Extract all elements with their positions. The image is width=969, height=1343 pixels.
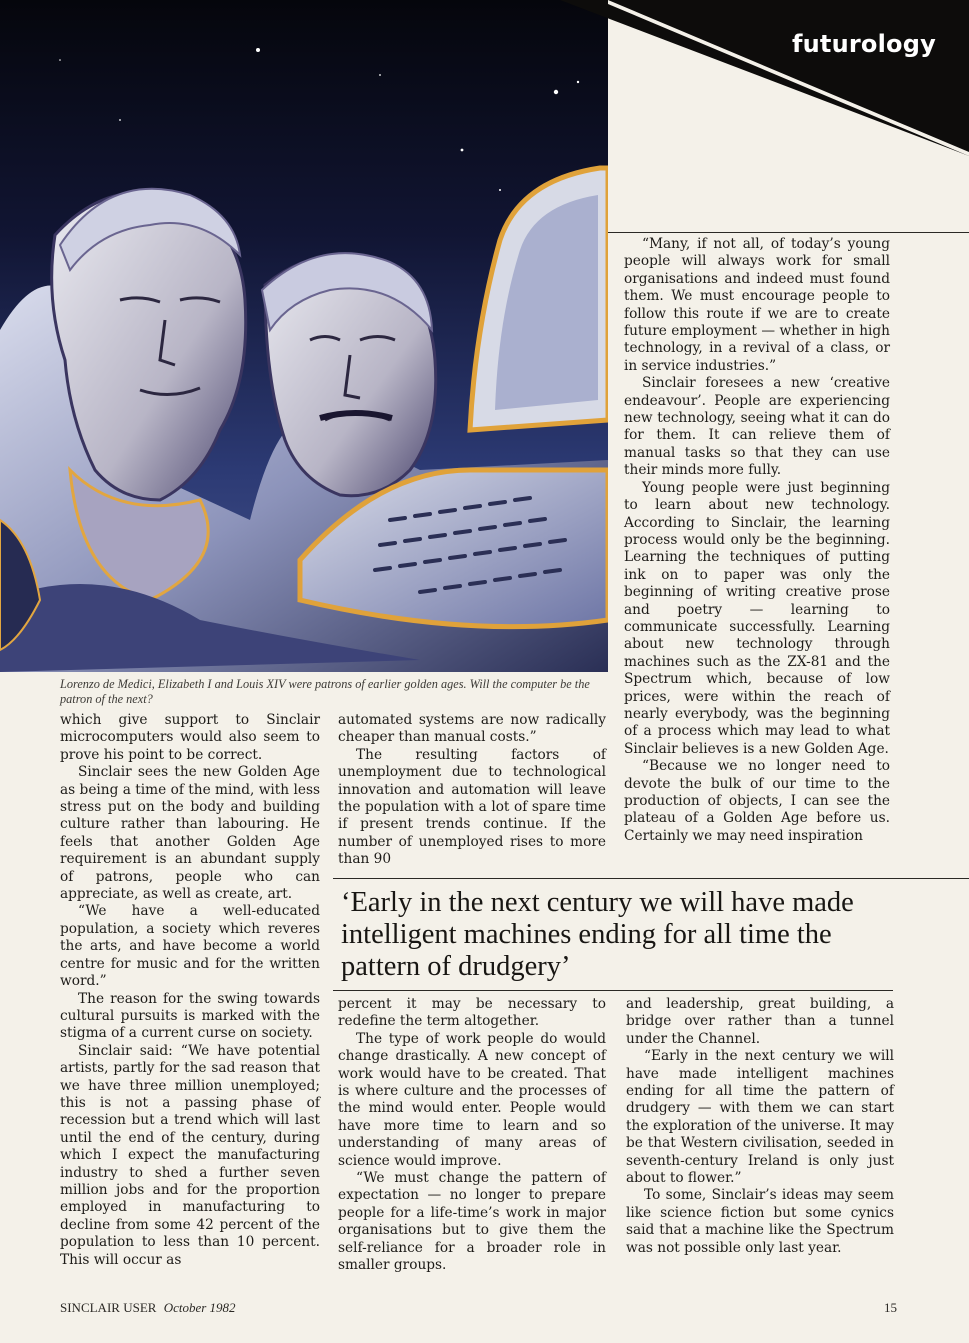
page-number: 15: [884, 1300, 897, 1315]
magazine-name: SINCLAIR USER: [60, 1300, 157, 1315]
paragraph: The reason for the swing towards cultural pursuits is marked with the stigma of a current curse on society.: [60, 990, 320, 1042]
paragraph: automated systems are now radically cheaper than manual costs.”: [338, 712, 606, 746]
paragraph: percent it may be necessary to redefine the term altogether.: [338, 996, 606, 1030]
paragraph: “Because we no longer need to devote the bulk of our time to the production of objects, I can see the plateau of a Golden Age before us. Certainly we may need inspiration: [624, 758, 890, 844]
section-tag: futurology: [792, 30, 936, 58]
paragraph: Sinclair foresees a new ‘creative endeavour’. People are experiencing new technology, seeing what it can do for them. It can relieve them of manual tasks so that they can use their minds more fully.: [624, 375, 890, 479]
column-middle-top: [338, 712, 606, 869]
paragraph: Sinclair sees the new Golden Age as being a time of the mind, with less stress put on the body and building culture rather than labouring. He feels that another Golden Age requirement is an abundant supply of patrons, people who can appreciate, as well as create, art.: [60, 764, 320, 903]
pull-quote-top-rule: [333, 878, 969, 879]
column-right-bottom: [626, 996, 894, 1257]
paragraph: To some, Sinclair’s ideas may seem like science fiction but some cynics said that a machine like the Spectrum was not possible only last year.: [626, 1187, 894, 1256]
page-footer: [60, 1300, 236, 1316]
paragraph: “We have a well-educated population, a society which reveres the arts, and have become a world centre for music and for the written word.”: [60, 903, 320, 990]
section-banner: [0, 0, 969, 160]
paragraph: which give support to Sinclair microcomputers would also seem to prove his point to be correct.: [60, 712, 320, 763]
column-left: [60, 712, 320, 1269]
paragraph: Young people were just beginning to learn about new technology. According to Sinclair, the learning process would only be the beginning. Learning the techniques of putting ink on to paper was only the beginning of writing creative prose and poetry — learning to communicate successfully. Learning about new technology through machines such as the ZX-81 and the Spectrum which, because of low prices, were within the reach of nearly everybody, was the beginning of a process which may lead to what Sinclair believes is a new Golden Age.: [624, 479, 890, 757]
illustration-caption: Lorenzo de Medici, Elizabeth I and Louis XIV were patrons of earlier golden ages. Will the computer be the patron of the next?: [60, 677, 590, 706]
column-right-top: [624, 236, 890, 845]
pull-quote: ‘Early in the next century we will have made intelligent machines ending for all time the pattern of drudgery’: [341, 887, 854, 982]
paragraph: Sinclair said: “We have potential artists, partly for the sad reason that we have three million unemployed; this is not a passing phase of recession but a trend which will last until the end of the century, during which I expect the manufacturing industry to shed a further seven million jobs and for the proportion employed in manufacturing to decline from some 42 percent of the population to less than 10 percent. This will occur as: [60, 1042, 320, 1268]
pull-quote-bottom-rule: [333, 990, 893, 991]
paragraph: “We must change the pattern of expectation — no longer to prepare people for a life-time’s work in major organisations but to give them the self-reliance for a broader role in smaller groups.: [338, 1170, 606, 1274]
issue-date: October 1982: [163, 1300, 236, 1315]
paragraph: The type of work people do would change drastically. A new concept of work would have to be created. That is where culture and the processes of the mind would enter. People would have more time to learn and so understanding of many areas of science would improve.: [338, 1030, 606, 1169]
paragraph: “Early in the next century we will have made intelligent machines ending for all time the pattern of drudgery — with them we can start the exploration of the universe. It may be that Western civilisation, seeded in seventh-century Ireland is only just about to flower.”: [626, 1048, 894, 1187]
paragraph: and leadership, great building, a bridge over rather than a tunnel under the Channel.: [626, 996, 894, 1047]
paragraph: “Many, if not all, of today’s young people will always work for small organisations and indeed must found them. We must encourage people to follow this route if we are to create future employment — whether in high technology, in a revival of a class, or in service industries.”: [624, 236, 890, 374]
right-column-top-rule: [608, 232, 969, 233]
column-middle-bottom: [338, 996, 606, 1275]
paragraph: The resulting factors of unemployment due to technological innovation and automation will leave the population with a lot of spare time if present trends continue. If the number of unemployed rises to more than 90: [338, 746, 606, 868]
